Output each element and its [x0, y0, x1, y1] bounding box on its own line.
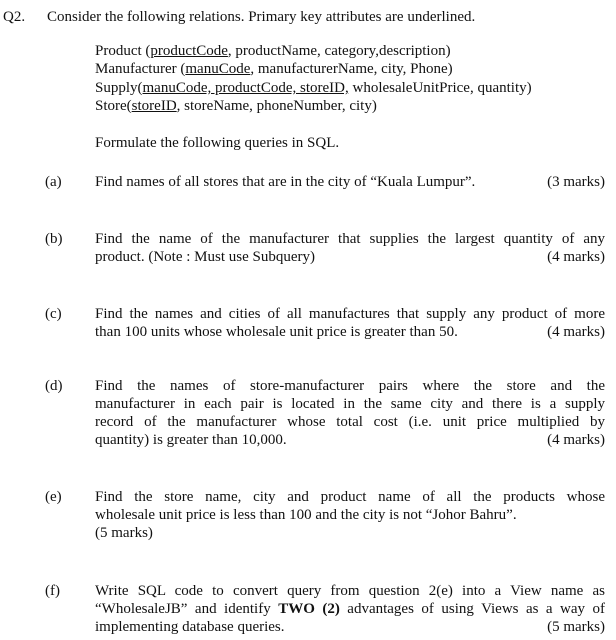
part-f-line-2 [95, 600, 605, 618]
relation-attributes: , productName, category,description) [227, 43, 451, 59]
part-f-line-3: implementing database queries. [95, 619, 285, 635]
relation-name: Supply( [95, 80, 143, 96]
part-b-line-1: Find the name of the manufacturer that supplies the largest quantity of any [95, 231, 605, 247]
part-d-line-2: manufacturer in each pair is located in the same city and there is a supply [95, 396, 605, 412]
part-b-line-2: product. (Note : Must use Subquery) [95, 249, 315, 265]
part-a-line [95, 173, 605, 191]
part-d-label: (d) [45, 378, 63, 394]
part-b-marks: (4 marks) [547, 249, 605, 265]
part-f-line-2-post: advantages of using Views as a way of [339, 601, 605, 617]
part-c-marks: (4 marks) [547, 324, 605, 340]
part-f-marks: (5 marks) [547, 619, 605, 635]
primary-key: productCode [150, 43, 228, 59]
part-e-line-1: Find the store name, city and product name of all the products whose [95, 489, 605, 505]
part-d-marks: (4 marks) [547, 432, 605, 448]
part-d-line-3: record of the manufacturer whose total cost (i.e. unit price multiplied by [95, 414, 605, 430]
relation-name: Store( [95, 98, 132, 114]
part-c-line [95, 323, 605, 341]
relation-manufacturer [95, 60, 453, 78]
relation-name: Manufacturer [95, 61, 177, 77]
relation-product [95, 42, 451, 60]
question-number: Q2. [3, 9, 26, 25]
primary-key: storeID [131, 98, 177, 114]
relation-attributes: , manufacturerName, city, Phone) [250, 61, 453, 77]
part-f-line [95, 618, 605, 636]
part-f-emphasis: TWO (2) [278, 601, 340, 617]
part-e-label: (e) [45, 489, 62, 505]
part-d-line [95, 431, 605, 449]
part-a-label: (a) [45, 174, 62, 190]
part-e-marks: (5 marks) [95, 525, 153, 541]
part-f-text [95, 582, 605, 636]
part-f-label: (f) [45, 583, 60, 599]
relation-supply [95, 79, 532, 97]
part-e-text [95, 488, 605, 542]
question-intro: Consider the following relations. Primary key attributes are underlined. [47, 9, 476, 25]
part-b-line [95, 248, 605, 266]
part-a-marks: (3 marks) [547, 174, 605, 190]
part-b-text [95, 230, 605, 266]
relation-open: ( [141, 43, 151, 59]
part-e-line-2: wholesale unit price is less than 100 and the city is not “Johor Bahru”. [95, 507, 517, 523]
part-d-text [95, 377, 605, 449]
part-d-line-4: quantity) is greater than 10,000. [95, 432, 287, 448]
relation-store [95, 97, 377, 115]
relation-attributes: , storeName, phoneNumber, city) [176, 98, 377, 114]
instruction-text: Formulate the following queries in SQL. [95, 135, 340, 151]
relation-name: Product [95, 43, 142, 59]
relation-open: ( [176, 61, 186, 77]
part-d-line-1: Find the names of store-manufacturer pairs where the store and the [95, 378, 605, 394]
part-a-text [95, 173, 605, 191]
part-c-text [95, 305, 605, 341]
primary-key: manuCode [185, 61, 251, 77]
part-c-label: (c) [45, 306, 62, 322]
part-c-line-1: Find the names and cities of all manufactures that supply any product of more [95, 306, 605, 322]
primary-key: manuCode, productCode, storeID, [142, 80, 349, 96]
part-f-line-1: Write SQL code to convert query from question 2(e) into a View name as [95, 583, 605, 599]
relation-attributes: wholesaleUnitPrice, quantity) [348, 80, 532, 96]
part-c-line-2: than 100 units whose wholesale unit price is greater than 50. [95, 324, 458, 340]
part-a-line-1: Find names of all stores that are in the city of “Kuala Lumpur”. [95, 174, 476, 190]
part-b-label: (b) [45, 231, 63, 247]
part-f-line-2-pre: “WholesaleJB” and identify [95, 601, 279, 617]
